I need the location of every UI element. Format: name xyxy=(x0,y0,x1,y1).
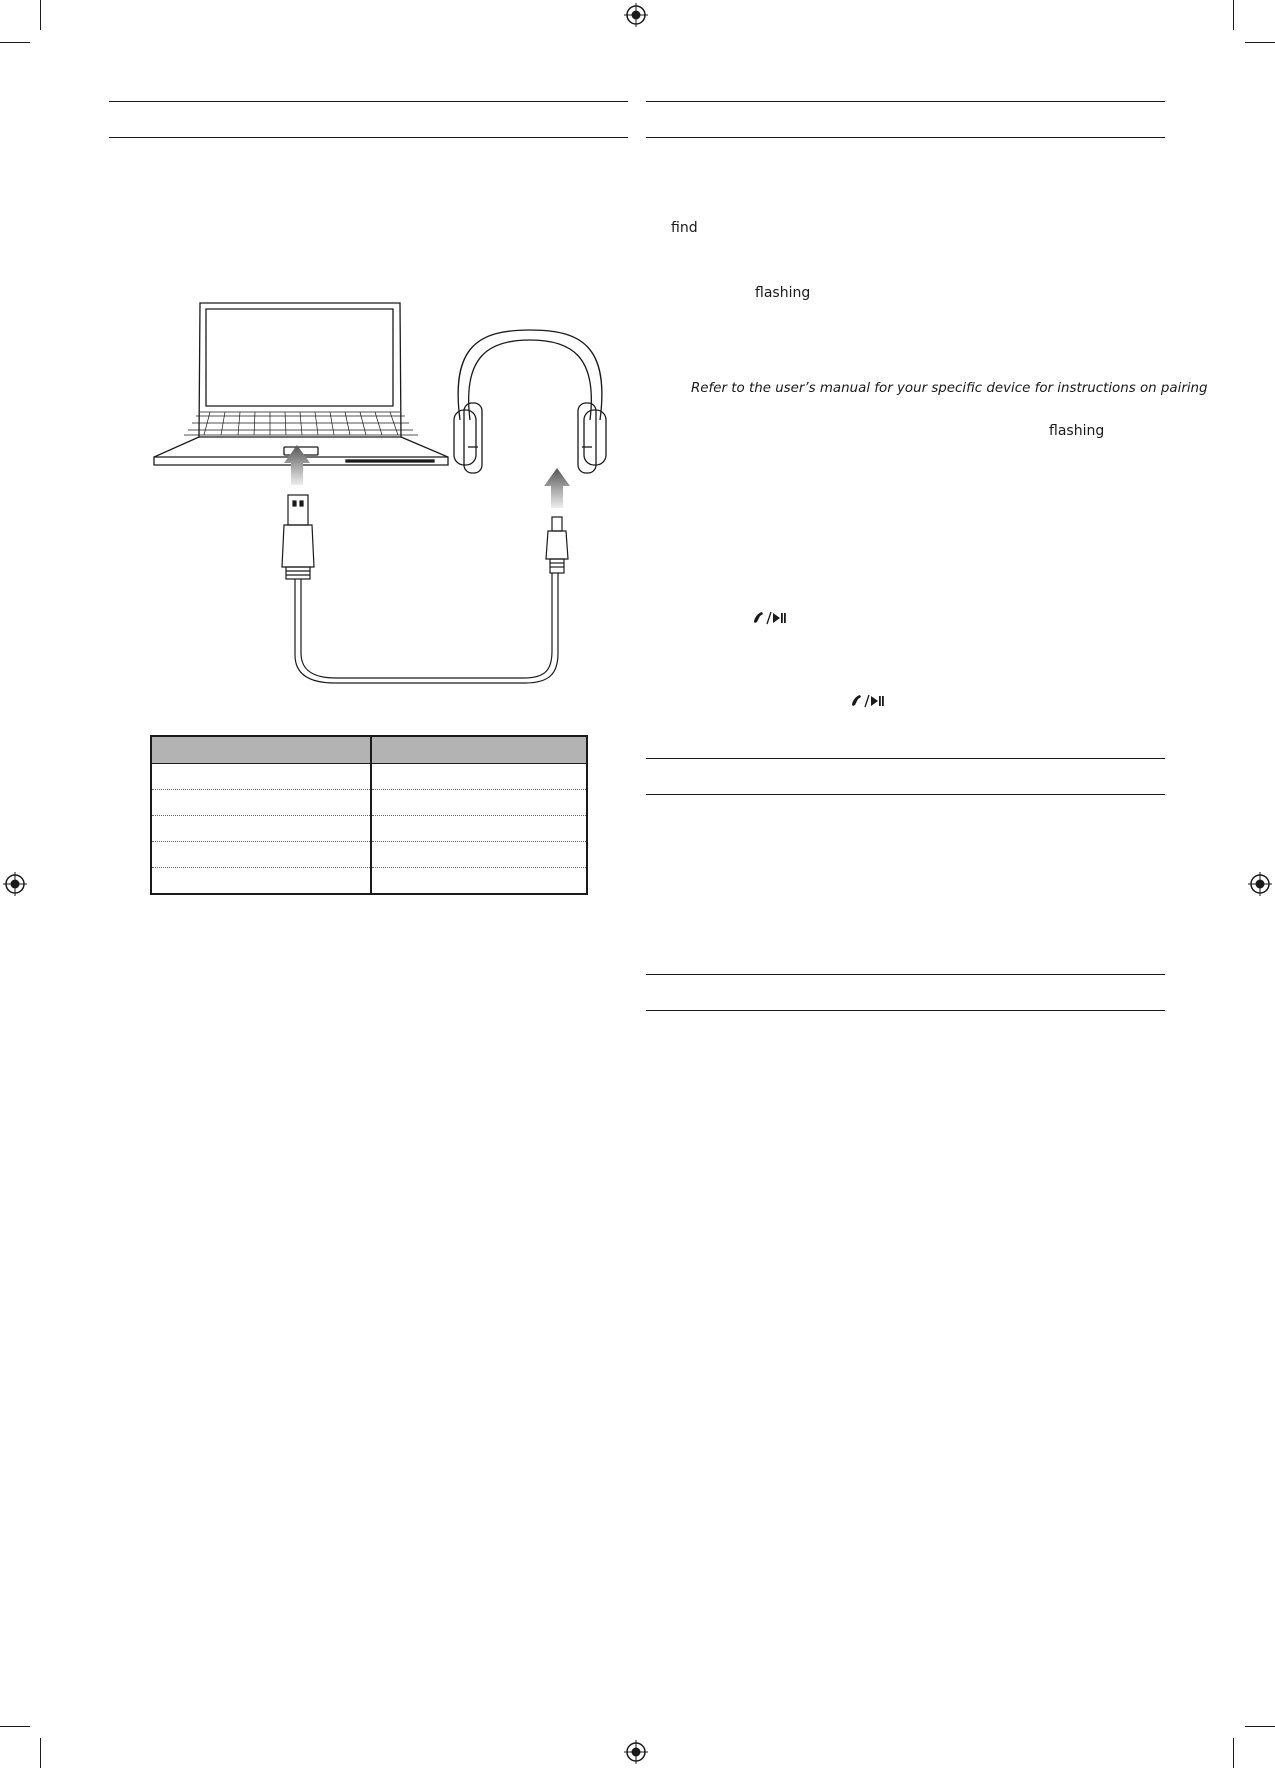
table-cell xyxy=(151,790,371,816)
crop-mark-top-right-v xyxy=(1233,0,1234,30)
registration-mark-left-icon xyxy=(3,872,27,896)
usb-cable xyxy=(295,573,558,683)
text-flashing-2: flashing xyxy=(1049,423,1105,439)
usb-a-plug-icon xyxy=(282,495,314,579)
table-cell xyxy=(151,868,371,895)
table-row xyxy=(151,764,587,790)
crop-mark-top-left-h xyxy=(0,42,30,43)
table-row xyxy=(151,842,587,868)
table-row xyxy=(151,868,587,895)
right-section3-bottom-rule xyxy=(646,1010,1165,1011)
table-cell xyxy=(371,842,587,868)
registration-mark-top-icon xyxy=(624,3,648,27)
table-cell xyxy=(371,816,587,842)
crop-mark-bottom-right-v xyxy=(1233,1738,1234,1768)
table-row xyxy=(151,816,587,842)
table-cell xyxy=(151,842,371,868)
left-section-bottom-rule xyxy=(109,137,628,138)
table-cell xyxy=(151,764,371,790)
table-row xyxy=(151,790,587,816)
right-section3-top-rule xyxy=(646,974,1165,975)
table-cell xyxy=(371,790,587,816)
crop-mark-top-left-v xyxy=(40,0,41,30)
table-cell xyxy=(151,816,371,842)
right-section2-bottom-rule xyxy=(646,794,1165,795)
crop-mark-top-right-h xyxy=(1245,42,1275,43)
registration-mark-bottom-icon xyxy=(624,1740,648,1764)
phone-play-pause-icon xyxy=(850,693,886,709)
laptop-icon xyxy=(154,303,448,465)
spec-table-header-cell xyxy=(151,736,371,764)
right-section1-bottom-rule xyxy=(646,137,1165,138)
up-arrow-icon xyxy=(544,468,570,508)
registration-mark-right-icon xyxy=(1248,872,1272,896)
table-cell xyxy=(371,764,587,790)
crop-mark-bottom-left-v xyxy=(40,1738,41,1768)
spec-table xyxy=(150,735,588,895)
phone-play-pause-icon xyxy=(752,610,788,626)
charging-illustration xyxy=(150,295,610,690)
spec-table-header-row xyxy=(151,736,587,764)
headphones-icon xyxy=(454,330,606,473)
right-section1-top-rule xyxy=(646,101,1165,102)
left-section-top-rule xyxy=(109,101,628,102)
text-find: find xyxy=(671,220,698,236)
text-refer-note: Refer to the user’s manual for your specific device for instructions on pairing xyxy=(691,381,1208,396)
crop-mark-bottom-right-h xyxy=(1245,1726,1275,1727)
micro-usb-plug-icon xyxy=(546,517,568,573)
right-section2-top-rule xyxy=(646,758,1165,759)
spec-table-header-cell xyxy=(371,736,587,764)
crop-mark-bottom-left-h xyxy=(0,1726,30,1727)
table-cell xyxy=(371,868,587,895)
text-flashing-1: flashing xyxy=(755,285,811,301)
